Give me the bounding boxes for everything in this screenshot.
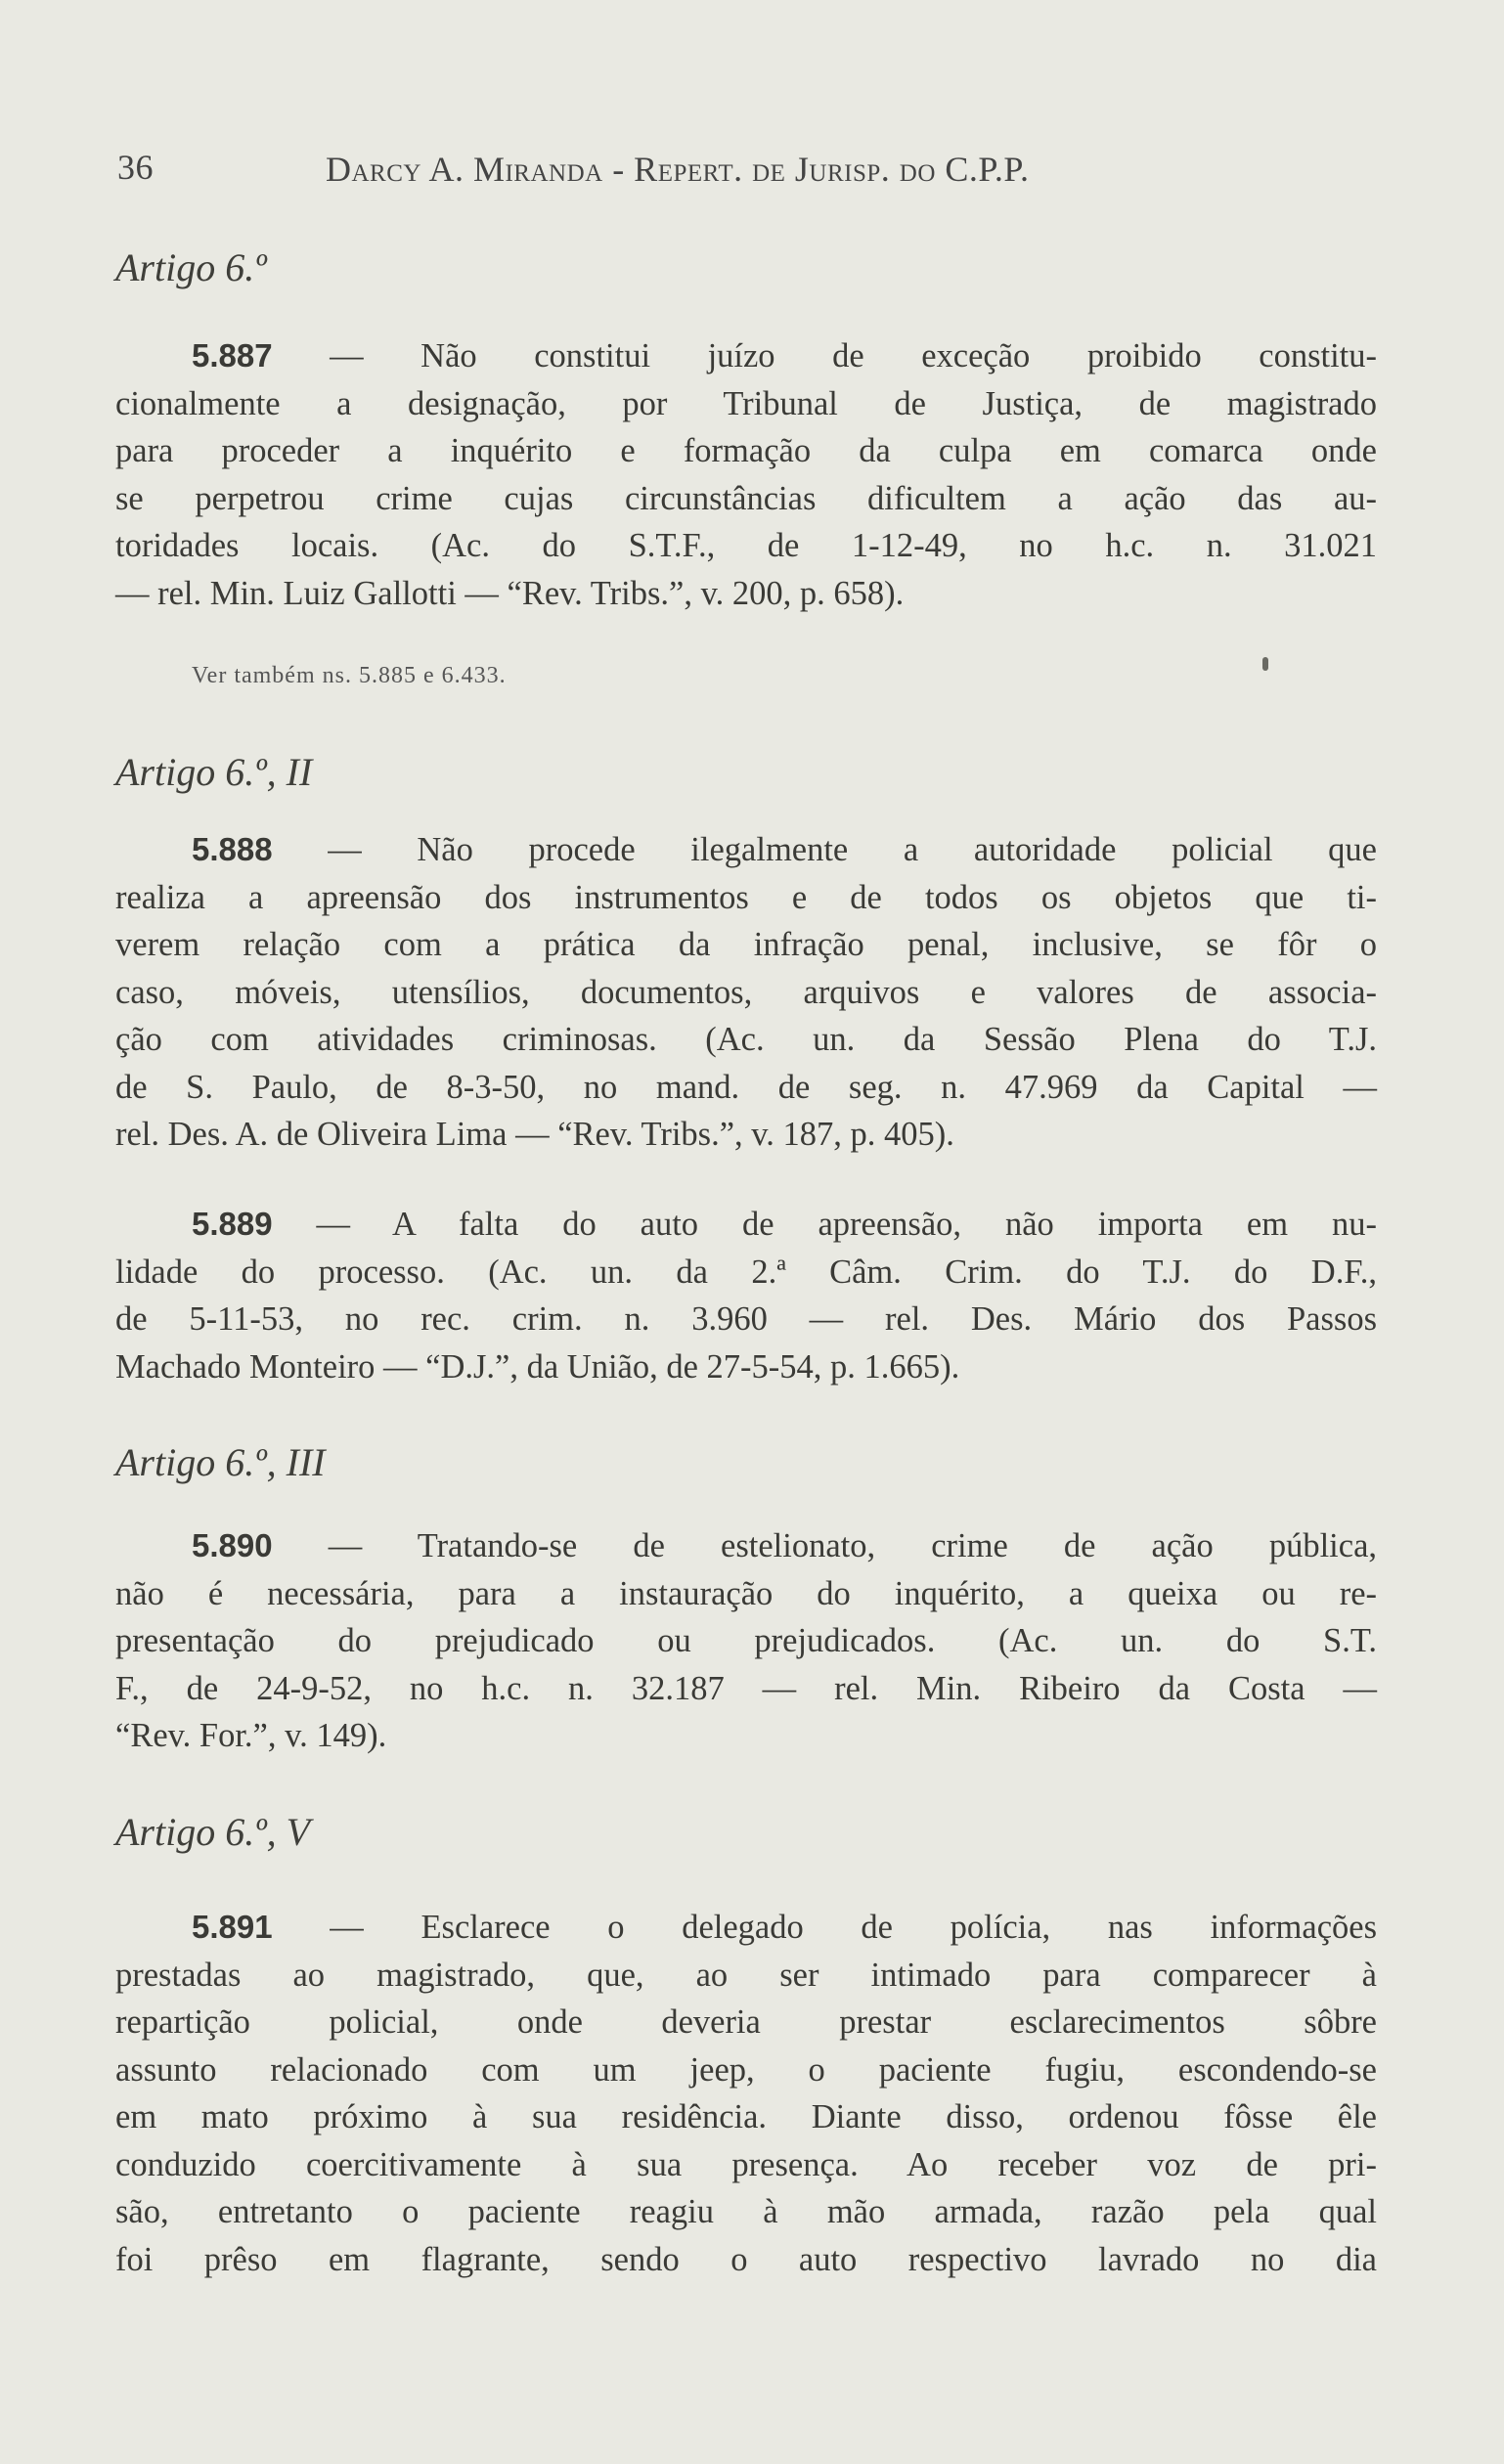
- entry-line: são, entretanto o paciente reagiu à mão armada, razão pela qual: [115, 2193, 1377, 2230]
- entry-number: 5.888: [192, 831, 273, 867]
- entry-5888: [115, 826, 1377, 1159]
- entry-line: assunto relacionado com um jeep, o paciente fugiu, escondendo-se: [115, 2050, 1377, 2089]
- entry-line: conduzido coercitivamente à sua presença. Ao receber voz de pri-: [115, 2145, 1377, 2183]
- entry-line: para proceder a inquérito e formação da culpa em comarca onde: [115, 432, 1377, 469]
- entry-line: — Não constitui juízo de exceção proibido constitu-: [330, 337, 1378, 374]
- entry-line: — Esclarece o delegado de polícia, nas informações: [330, 1909, 1378, 1946]
- entry-5887: [115, 332, 1377, 617]
- entry-line: Machado Monteiro — “D.J.”, da União, de 27-5-54, p. 1.665).: [115, 1347, 960, 1386]
- entry-line: cionalmente a designação, por Tribunal de Justiça, de magistrado: [115, 384, 1377, 422]
- entry-line: — rel. Min. Luiz Gallotti — “Rev. Tribs.”, v. 200, p. 658).: [115, 574, 905, 612]
- entry-line: presentação do prejudicado ou prejudicados. (Ac. un. do S.T.: [115, 1622, 1377, 1659]
- entry-5889: [115, 1201, 1377, 1390]
- entry-line: foi prêso em flagrante, sendo o auto respectivo lavrado no dia: [115, 2240, 1377, 2278]
- entry-line: — A falta do auto de apreensão, não importa em nu-: [316, 1206, 1377, 1243]
- entry-number: 5.887: [192, 337, 273, 374]
- section-heading: Artigo 6.º, III: [115, 1440, 326, 1484]
- entry-line: F., de 24-9-52, no h.c. n. 32.187 — rel. Min. Ribeiro da Costa —: [115, 1669, 1377, 1707]
- entry-line: — Tratando-se de estelionato, crime de ação pública,: [328, 1527, 1378, 1564]
- entry-line: verem relação com a prática da infração penal, inclusive, se fôr o: [115, 926, 1377, 963]
- running-title: Darcy A. Miranda - Repert. de Jurisp. do C.P.P.: [326, 150, 1030, 189]
- entry-line: de S. Paulo, de 8-3-50, no mand. de seg. n. 47.969 da Capital —: [115, 1068, 1377, 1106]
- entry-number: 5.890: [192, 1527, 273, 1563]
- page-number: 36: [117, 148, 154, 187]
- entry-line: toridades locais. (Ac. do S.T.F., de 1-12-49, no h.c. n. 31.021: [115, 527, 1377, 564]
- entry-line: caso, móveis, utensílios, documentos, arquivos e valores de associa-: [115, 973, 1377, 1011]
- entry-number: 5.889: [192, 1206, 273, 1242]
- see-also-note: Ver também ns. 5.885 e 6.433.: [192, 663, 507, 688]
- entry-line: “Rev. For.”, v. 149).: [115, 1717, 387, 1754]
- entry-line: — Não procede ilegalmente a autoridade policial que: [328, 831, 1377, 868]
- entry-line: rel. Des. A. de Oliveira Lima — “Rev. Tribs.”, v. 187, p. 405).: [115, 1116, 954, 1153]
- entry-5890: [115, 1522, 1377, 1760]
- ink-speck: [1262, 657, 1268, 671]
- section-heading: Artigo 6.º, V: [115, 1810, 311, 1854]
- section-heading: Artigo 6.º: [115, 245, 267, 289]
- entry-line: realiza a apreensão dos instrumentos e de todos os objetos que ti-: [115, 878, 1377, 916]
- entry-line: lidade do processo. (Ac. un. da 2.ª Câm. Crim. do T.J. do D.F.,: [115, 1253, 1377, 1291]
- entry-number: 5.891: [192, 1909, 273, 1945]
- entry-line: de 5-11-53, no rec. crim. n. 3.960 — rel. Des. Mário dos Passos: [115, 1300, 1377, 1338]
- section-heading: Artigo 6.º, II: [115, 750, 313, 794]
- entry-line: em mato próximo à sua residência. Diante disso, ordenou fôsse êle: [115, 2098, 1377, 2135]
- running-head: [117, 147, 1291, 196]
- entry-line: ção com atividades criminosas. (Ac. un. da Sessão Plena do T.J.: [115, 1021, 1377, 1058]
- entry-line: não é necessária, para a instauração do inquérito, a queixa ou re-: [115, 1574, 1377, 1612]
- entry-line: se perpetrou crime cujas circunstâncias dificultem a ação das au-: [115, 479, 1377, 517]
- entry-5891: [115, 1904, 1377, 2283]
- entry-line: prestadas ao magistrado, que, ao ser intimado para comparecer à: [115, 1956, 1377, 1994]
- entry-line: repartição policial, onde deveria prestar esclarecimentos sôbre: [115, 2003, 1377, 2041]
